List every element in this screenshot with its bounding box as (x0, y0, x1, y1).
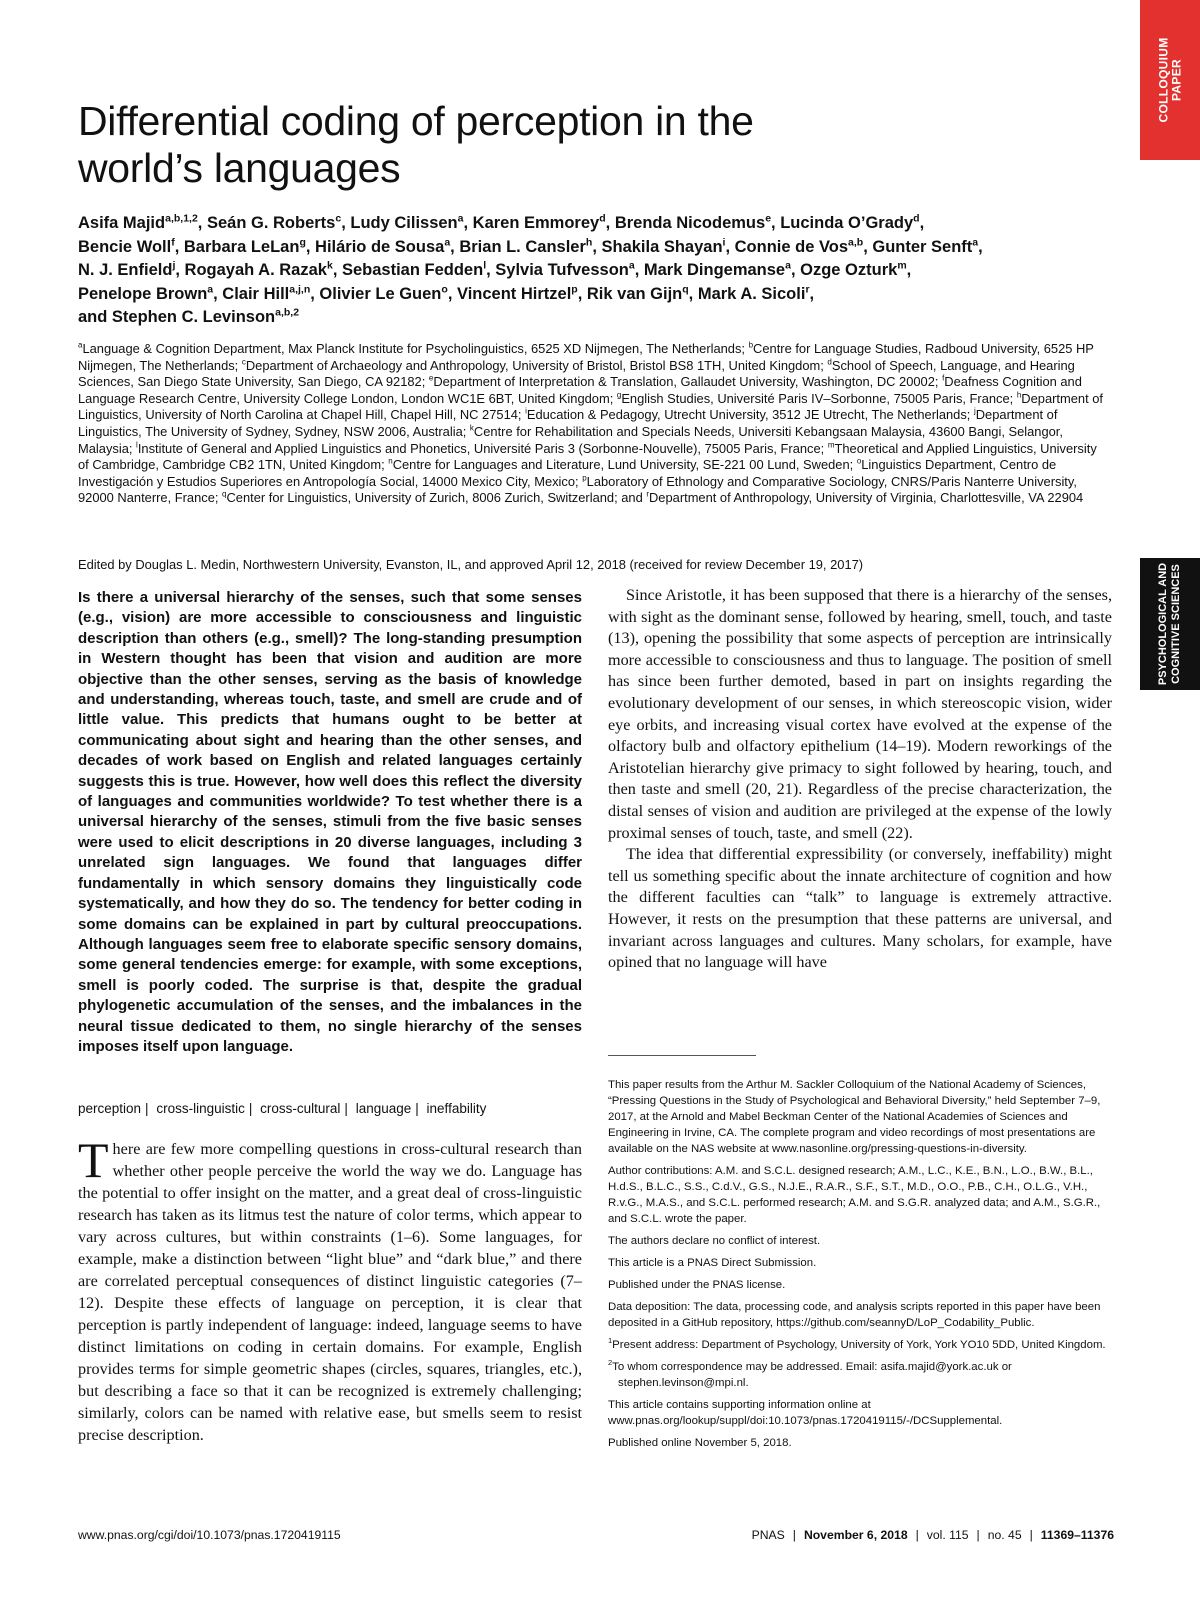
author: Shakila Shayan$^i$, (601, 236, 735, 256)
author: Olivier Le Guen$^o$, (319, 283, 457, 303)
keywords (78, 1100, 582, 1118)
author: Connie de Vos$^{a,b}$, (734, 236, 873, 256)
conflict-statement: The authors declare no conflict of interest. (608, 1235, 821, 1247)
author: Karen Emmorey$^d$, (472, 212, 615, 232)
page-range: 11369–11376 (1040, 1528, 1114, 1542)
issue: no. 45 (987, 1528, 1022, 1542)
keyword: language (355, 1101, 412, 1116)
keyword-separator: | (145, 1101, 149, 1116)
keyword: cross-cultural (260, 1101, 341, 1116)
submission-note: This article is a PNAS Direct Submission. (608, 1257, 817, 1269)
keyword: cross-linguistic (156, 1101, 245, 1116)
journal-reference: PNAS | November 6, 2018 | vol. 115 | no. 45 | 11369–11376 (751, 1528, 1114, 1542)
author-list (78, 212, 1088, 330)
author: Lucinda O’Grady$^d$, (780, 212, 925, 232)
affiliation: $^l$Institute of General and Applied Linguistics and Phonetics, Université Paris 3 (Sorbonne-Nouvelle), 75005 Paris, France; (136, 440, 828, 456)
author: Clair Hill$^{a,j,n}$, (222, 283, 320, 303)
author: N. J. Enfield$^j$, (78, 259, 185, 279)
license-note: Published under the PNAS license. (608, 1279, 786, 1291)
affiliation: $^g$English Studies, Université Paris IV–Sorbonne, 75005 Paris, France; (616, 390, 1017, 406)
author: Ludy Cilissen$^a$, (350, 212, 473, 232)
author: Barbara LeLan$^g$, (183, 236, 316, 256)
doi-link[interactable]: www.pnas.org/cgi/doi/10.1073/pnas.1720419115 (78, 1528, 341, 1542)
article-title-line2: world’s languages (78, 145, 401, 191)
affiliation: $^r$Department of Anthropology, University of Virginia, Charlottesville, VA 22904 (646, 490, 1084, 506)
keyword: ineffability (426, 1101, 487, 1116)
colloquium-tab-line1: COLLOQUIUM (1156, 37, 1170, 123)
colloquium-paper-tab (1140, 0, 1200, 160)
author: Hilário de Sousa$^a$, (315, 236, 460, 256)
affiliation: $^c$Department of Archaeology and Anthropology, University of Bristol, Bristol BS8 1TH, United Kingdom; (241, 357, 828, 373)
keyword-separator: | (248, 1101, 253, 1116)
issue-date: November 6, 2018 (803, 1528, 908, 1542)
footnotes (608, 1077, 1112, 1457)
author-contributions: Author contributions: A.M. and S.C.L. designed research; A.M., L.C., K.E., B.N., L.O., B.W., B.L., H.d.S., B.L.C., S.S., C.d.V., G.S., N.J.E., R.A.R., S.F., S.T., M.D., O.O., P.B., C.H., O.L.G., V.H., R.v.G., M.A.S., and S.C.L. performed research; A.M. and S.G.R. analyzed data; and A.M., S.G.R., and S.C.L. wrote the paper. (608, 1165, 1101, 1225)
affiliation: $^p$Laboratory of Ethnology and Comparative Sociology, CNRS/Paris Nanterre University, 92000 Nanterre, France; (78, 473, 1077, 506)
author: Penelope Brown$^a$, (78, 283, 223, 303)
affiliation: $^a$Language & Cognition Department, Max Planck Institute for Psycholinguistics, 6525 XD Nijmegen, The Netherlands; (78, 340, 749, 356)
colloquium-tab-line2: PAPER (1169, 59, 1183, 101)
edited-by: Edited by Douglas L. Medin, Northwestern University, Evanston, IL, and approved April 12, 2018 (received for review December 19, 2017) (78, 557, 864, 572)
introduction-text: here are few more compelling questions in cross-cultural research than whether other people perceive the world the way we do. Language has the potential to offer insight on the matter, and a great deal of cross-linguistic research has taken as its litmus test the nature of color terms, which appear to vary across cultures, but within constraints (1–6). Some languages, for example, make a distinction between “light blue” and “dark blue,” and there are correlated perceptual consequences of distinct linguistic categories (7–12). Despite these effects of language on perception, it is clear that perception is partly independent of language: indeed, language seems to have distinct limitations on coding in certain domains. For example, English provides terms for simple geometric shapes (circles, squares, triangles, etc.), but describing a face so that it can be recognized is extremely challenging; similarly, colors can be named with relative ease, but smells seem to resist precise description. (78, 1140, 582, 1444)
body-paragraph: Since Aristotle, it has been supposed that there is a hierarchy of the senses, with sight as the dominant sense, followed by hearing, smell, touch, and taste (13), opening the possibility that some aspects of perception are intrinsically more accessible to consciousness and thus to language. The position of smell has since been further demoted, based in part on insights regarding the evolutionary development of our senses, in which stereoscopic vision, wider eye orbits, and increasing visual cortex have evolved at the expense of the olfactory bulb and olfactory epithelium (14–19). Modern reworkings of the Aristotelian hierarchy give primacy to sight followed by hearing, touch, and then taste and smell (20, 21). Regardless of the precise characterization, the distal senses of vision and audition are privileged at the expense of the lowly proximal senses of touch, taste, and smell (22). (608, 586, 1112, 842)
author: Brenda Nicodemus$^e$, (614, 212, 781, 232)
data-deposition: Data deposition: The data, processing code, and analysis scripts reported in this paper have been deposited in a GitHub repository, https://github.com/seannyD/LoP_Codability_Public. (608, 1301, 1101, 1329)
affiliation: $^j$Department of Linguistics, The University of Sydney, Sydney, NSW 2006, Australia; (78, 407, 1058, 439)
affiliation: $^i$Education & Pedagogy, Utrecht University, 3512 JE Utrecht, The Netherlands; (525, 407, 974, 423)
section-tab-line1: PSYCHOLOGICAL AND (1157, 562, 1170, 686)
author: Rik van Gijn$^q$, (586, 283, 698, 303)
keyword-separator: | (344, 1101, 348, 1116)
author: Rogayah A. Razak$^k$, (184, 259, 342, 279)
author: Brian L. Cansler$^h$, (459, 236, 602, 256)
author: Mark Dingemanse$^a$, (643, 259, 801, 279)
supporting-info: This article contains supporting information online at www.pnas.org/lookup/suppl/doi:10.1073/pnas.1720419115/-/DCSupplemental. (608, 1399, 1003, 1427)
article-title-line1: Differential coding of perception in the (78, 98, 754, 144)
significance-abstract: Is there a universal hierarchy of the senses, such that some senses (e.g., vision) are more accessible to consciousness and linguistic description than others (e.g., smell)? The long-standing presumption in Western thought has been that vision and audition are more objective than the other senses, serving as the basis of knowledge and understanding, whereas touch, taste, and smell are crude and of little value. This predicts that humans ought to be better at communicating about sight and hearing than the other senses, and decades of work based on English and related languages certainly suggests this is true. However, how well does this reflect the diversity of languages and communities worldwide? To test whether there is a universal hierarchy of the senses, stimuli from the five basic senses were used to elicit descriptions in 20 diverse languages, including 3 unrelated sign languages. We found that languages differ fundamentally in which sensory domains they linguistically code systematically, and how they do so. The tendency for better coding in some domains can be explained in part by cultural preoccupations. Although languages seem free to elaborate specific sensory domains, some general tendencies emerge: for example, with some exceptions, smell is poorly coded. The surprise is that, despite the gradual phylogenetic accumulation of the senses, and the imbalances in the neural tissue dedicated to them, no single hierarchy of the senses imposes itself upon language. (78, 589, 582, 1055)
author: Sebastian Fedden$^l$, (341, 259, 496, 279)
volume: vol. 115 (926, 1528, 969, 1542)
page-footer (78, 1526, 1114, 1544)
affiliation: $^q$Center for Linguistics, University of Zurich, 8006 Zurich, Switzerland; and (222, 490, 647, 506)
author: and Stephen C. Levinson$^{a,b,2}$ (78, 306, 300, 326)
introduction-paragraph (78, 1132, 582, 1446)
author: Sylvia Tufvesson$^a$, (495, 259, 644, 279)
keyword-separator: | (415, 1101, 419, 1116)
affiliation: $^f$Deafness Cognition and Language Research Centre, University College London, London WC1E 6BT, United Kingdom; (78, 373, 1082, 406)
footnote-2: $^2$To whom correspondence may be addressed. Email: asifa.majid@york.ac.uk or stephen.levinson@mpi.nl. (608, 1358, 1012, 1389)
affiliation: $^k$Centre for Rehabilitation and Specials Needs, Universiti Kebangsaan Malaysia, 43600 Bangi, Selangor, Malaysia; (78, 423, 1063, 456)
affiliation: $^o$Linguistics Department, Centro de Investigación y Estudios Superiores en Antropología Social, 14000 Mexico City, Mexico; (78, 456, 1057, 489)
author: Bencie Woll$^f$, (78, 236, 184, 256)
affiliation: $^h$Department of Linguistics, University of North Carolina at Chapel Hill, Chapel Hill, NC 27514; (78, 390, 1103, 423)
affiliation: $^e$Department of Interpretation & Translation, Gallaudet University, Washington, DC 20002; (428, 373, 943, 390)
colloquium-note: This paper results from the Arthur M. Sackler Colloquium of the National Academy of Sciences, “Pressing Questions in the Study of Psychological and Behavioral Diversity,” held September 7–9, 2017, at the Arnold and Mabel Beckman Center of the National Academies of Sciences and Engineering in Irvine, CA. The complete program and video recordings of most presentations are available on the NAS website at www.nasonline.org/pressing-questions-in-diversity. (608, 1079, 1101, 1155)
section-tab (1140, 558, 1200, 690)
footnote-divider (608, 1055, 756, 1056)
journal-name: PNAS (751, 1528, 785, 1542)
affiliation: $^d$School of Speech, Language, and Hearing Sciences, San Diego State University, San Diego, CA 92182; (78, 357, 1075, 390)
affiliations (78, 341, 1108, 507)
section-tab-line2: COGNITIVE SCIENCES (1170, 564, 1183, 684)
affiliation: $^b$Centre for Language Studies, Radboud University, 6525 HP Nijmegen, The Netherlands; (78, 340, 1094, 373)
author: Gunter Senft$^a$, (872, 236, 983, 256)
author: Mark A. Sicoli$^r$, (697, 283, 815, 303)
body-column-right (608, 585, 1112, 974)
author: Seán G. Roberts$^c$, (206, 212, 351, 232)
footnote-1: $^1$Present address: Department of Psychology, University of York, York YO10 5DD, United Kingdom. (608, 1336, 1106, 1351)
affiliation: $^n$Centre for Languages and Literature, Lund University, SE-221 00 Lund, Sweden; (388, 456, 857, 473)
author: Asifa Majid$^{a,b,1,2}$, (78, 212, 207, 232)
article-title (78, 98, 978, 192)
keyword: perception (78, 1101, 142, 1116)
published-online: Published online November 5, 2018. (608, 1437, 792, 1449)
author: Ozge Ozturk$^m$, (800, 259, 912, 279)
drop-cap: T (78, 1132, 109, 1188)
affiliation: $^m$Theoretical and Applied Linguistics, University of Cambridge, Cambridge CB2 1TN, United Kingdom; (78, 440, 1097, 473)
author: Vincent Hirtzel$^p$, (456, 283, 587, 303)
body-paragraph: The idea that differential expressibility (or conversely, ineffability) might tell us something specific about the innate architecture of cognition and how the different faculties can “talk” to language is extremely attractive. However, it rests on the presumption that these patterns are universal, and invariant across languages and cultures. Many scholars, for example, have opined that no language will have (608, 845, 1112, 972)
